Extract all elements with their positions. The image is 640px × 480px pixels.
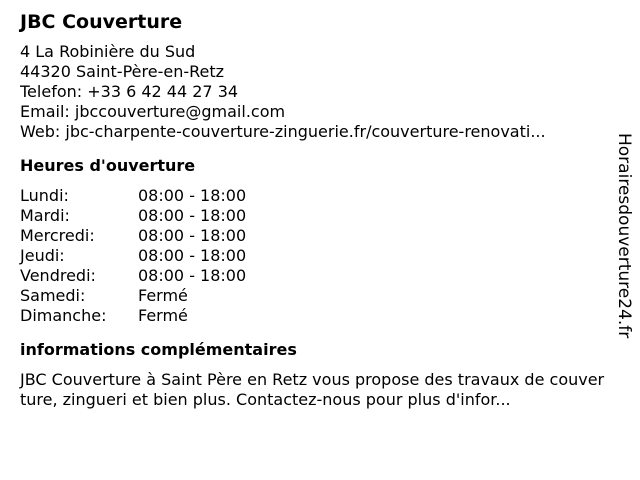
phone-label: Telefon: [20,82,83,101]
hours-day: Samedi: [20,286,86,305]
hours-time: 08:00 - 18:00 [138,186,247,205]
email-address[interactable]: jbccouverture@gmail.com [74,102,286,121]
hours-time: 08:00 - 18:00 [138,226,247,245]
website-link[interactable]: jbc-charpente-couverture-zinguerie.fr/couverture-renovati... [65,122,546,141]
address-line-2: 44320 Saint-Père-en-Retz [20,62,225,81]
hours-row [20,246,605,266]
hours-day: Mardi: [20,206,70,225]
hours-row [20,286,605,306]
hours-title: Heures d'ouverture [20,156,196,175]
hours-row [20,186,605,206]
hours-time: 08:00 - 18:00 [138,266,247,285]
hours-table [20,186,605,326]
hours-day: Jeudi: [20,246,65,265]
email-line [20,102,605,122]
hours-time: Fermé [138,286,188,305]
address-line-1: 4 La Robinière du Sud [20,42,196,61]
info-title: informations complémentaires [20,340,297,359]
hours-row [20,266,605,286]
hours-day: Mercredi: [20,226,95,245]
hours-day: Dimanche: [20,306,107,325]
business-name: JBC Couverture [20,11,183,33]
hours-row [20,226,605,246]
email-label: Email: [20,102,70,121]
hours-row [20,306,605,326]
hours-day: Vendredi: [20,266,96,285]
phone-line [20,82,605,102]
business-card [20,10,605,410]
info-description: JBC Couverture à Saint Père en Retz vous propose des travaux de couverture, zingueri et bien plus. Contactez-nous pour plus d'infor... [20,370,605,409]
web-line [20,122,605,142]
hours-time: 08:00 - 18:00 [138,206,247,225]
hours-time: 08:00 - 18:00 [138,246,247,265]
hours-day: Lundi: [20,186,69,205]
site-watermark: Horairesdouverture24.fr [614,133,634,339]
phone-number[interactable]: +33 6 42 44 27 34 [87,82,239,101]
hours-time: Fermé [138,306,188,325]
web-label: Web: [20,122,61,141]
hours-row [20,206,605,226]
